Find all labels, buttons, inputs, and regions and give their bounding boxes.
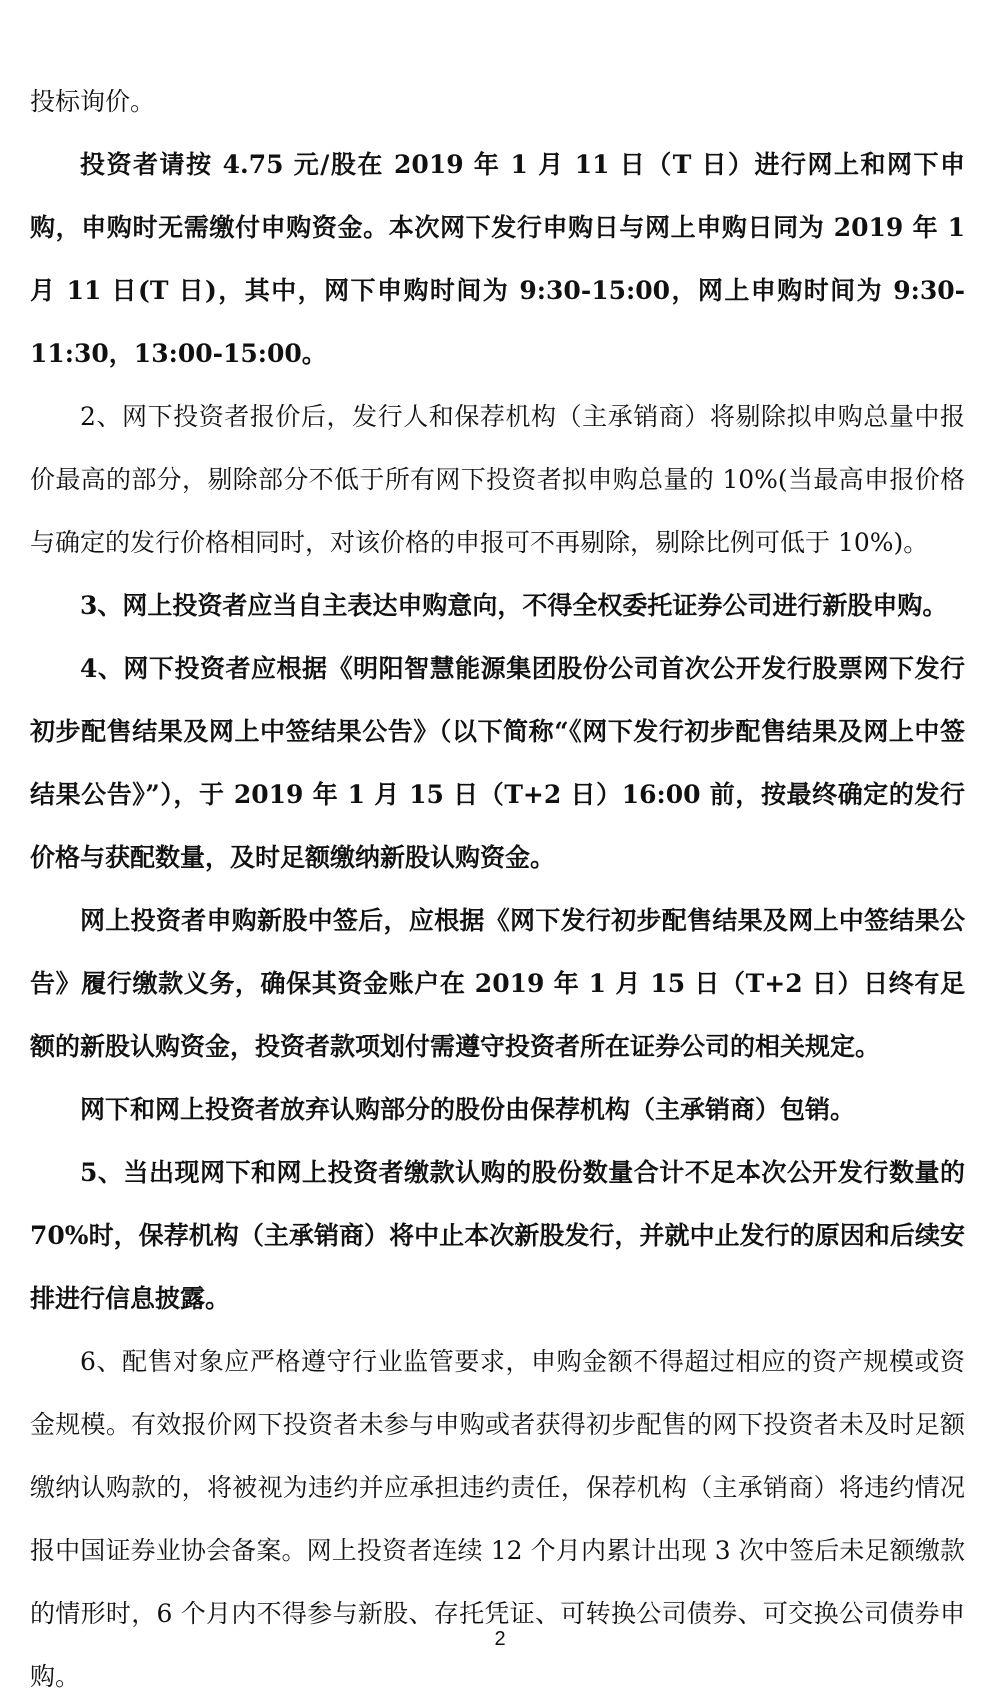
paragraph-3: 3、网上投资者应当自主表达申购意向，不得全权委托证券公司进行新股申购。	[80, 591, 948, 620]
paragraph-4: 4、网下投资者应根据《明阳智慧能源集团股份公司首次公开发行股票网下发行初步配售结果及网上中签结果公告》（以下简称“《网下发行初步配售结果及网上中签结果公告》”），于 2019 年 1 月 15 日（T+2 日）16:00 前，按最终确定的发行价格与获配数量，及时足额缴纳新股认购资金。	[30, 654, 965, 872]
paragraph-5: 网上投资者申购新股中签后，应根据《网下发行初步配售结果及网上中签结果公告》履行缴款义务，确保其资金账户在 2019 年 1 月 15 日（T+2 日）日终有足额的新股认购资金，投资者款项划付需遵守投资者所在证券公司的相关规定。	[30, 906, 965, 1061]
paragraph-2: 2、网下投资者报价后，发行人和保荐机构（主承销商）将剔除拟申购总量中报价最高的部分，剔除部分不低于所有网下投资者拟申购总量的 10%(当最高申报价格与确定的发行价格相同时，对该价格的申报可不再剔除，剔除比例可低于 10%)。	[30, 402, 965, 557]
paragraph-1: 投资者请按 4.75 元/股在 2019 年 1 月 11 日（T 日）进行网上和网下申购，申购时无需缴付申购资金。本次网下发行申购日与网上申购日同为 2019 年 1 月 11 日(T 日)，其中，网下申购时间为 9:30-15:00，网上申购时间为 9:30-11:30，13:00-15:00。	[30, 150, 965, 368]
paragraph-0: 投标询价。	[30, 87, 156, 116]
paragraph-8: 6、配售对象应严格遵守行业监管要求，申购金额不得超过相应的资产规模或资金规模。有效报价网下投资者未参与申购或者获得初步配售的网下投资者未及时足额缴纳认购款的，将被视为违约并应承担违约责任，保荐机构（主承销商）将违约情况报中国证券业协会备案。网上投资者连续 12 个月内累计出现 3 次中签后未足额缴款的情形时，6 个月内不得参与新股、存托凭证、可转换公司债券、可交换公司债券申购。	[30, 1347, 965, 1691]
page-number: 2	[494, 1628, 506, 1650]
paragraph-7: 5、当出现网下和网上投资者缴款认购的股份数量合计不足本次公开发行数量的 70%时，保荐机构（主承销商）将中止本次新股发行，并就中止发行的原因和后续安排进行信息披露。	[30, 1158, 965, 1313]
paragraph-6: 网下和网上投资者放弃认购部分的股份由保荐机构（主承销商）包销。	[80, 1095, 856, 1124]
document-body	[30, 70, 965, 1708]
